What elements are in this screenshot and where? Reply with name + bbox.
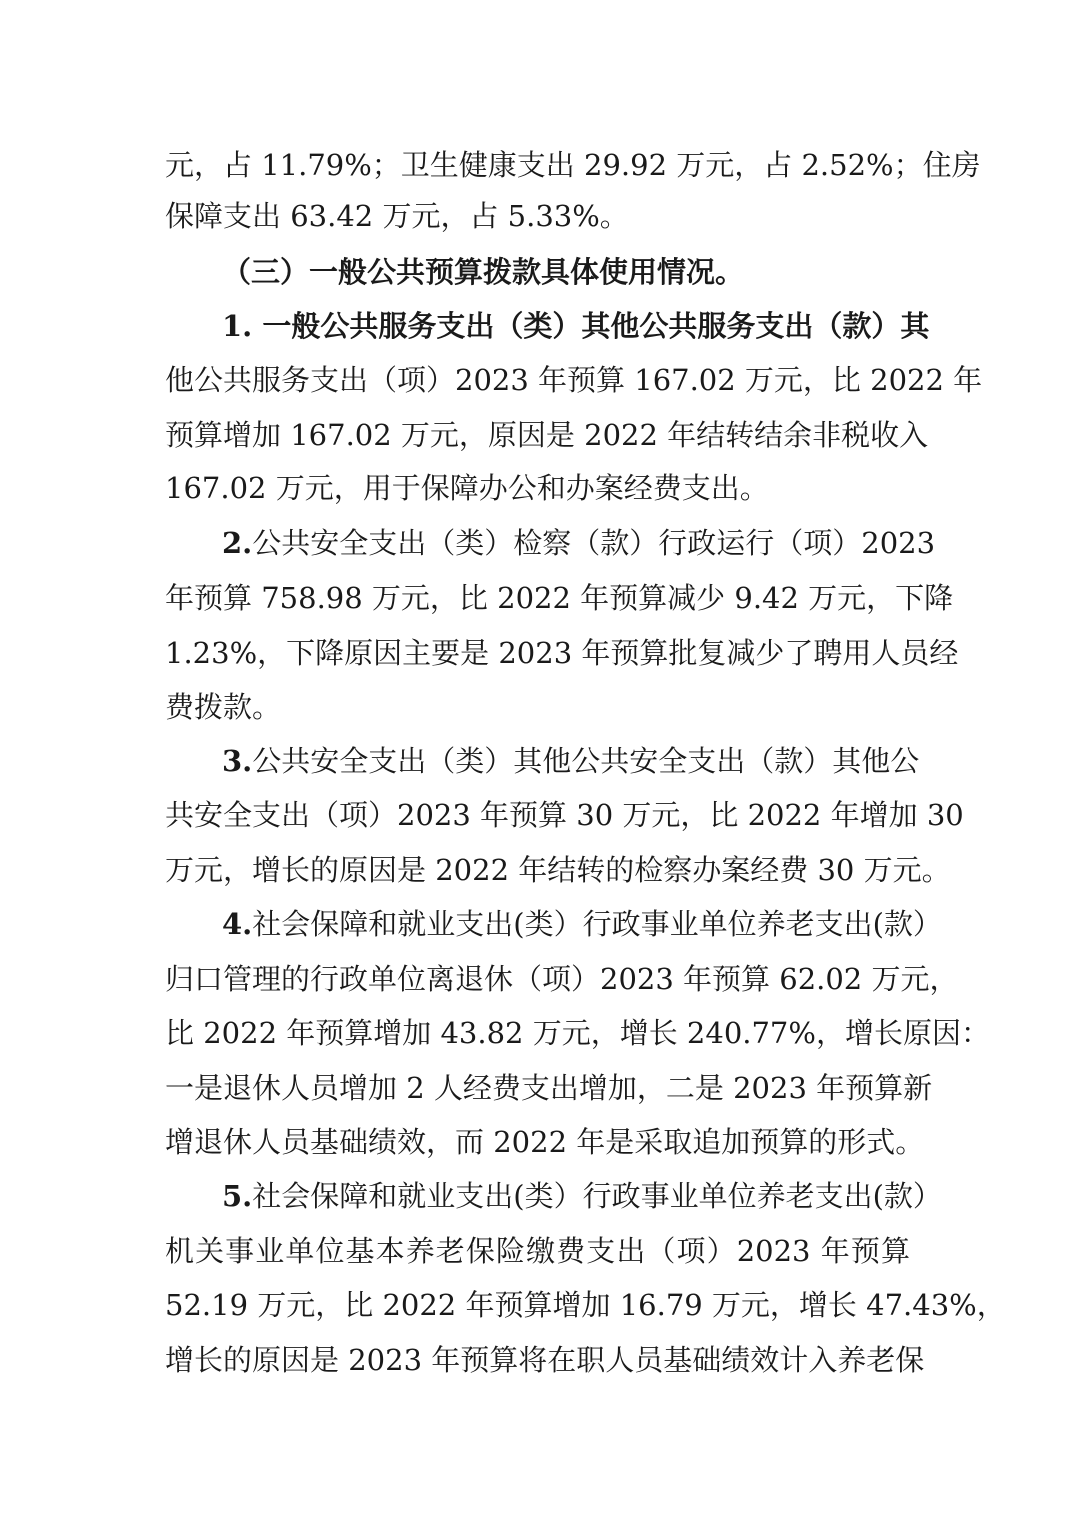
text-line: 52.19 万元，比 2022 年预算增加 16.79 万元，增长 47.43%，: [165, 1288, 1006, 1322]
text-line: 一是退休人员增加 2 人经费支出增加，二是 2023 年预算新: [165, 1071, 933, 1105]
item-text: 公共安全支出（类）检察（款）行政运行（项）2023: [252, 526, 936, 560]
text-line: 比 2022 年预算增加 43.82 万元，增长 240.77%，增长原因：: [165, 1016, 990, 1050]
text-line: 他公共服务支出（项）2023 年预算 167.02 万元，比 2022 年: [165, 363, 983, 397]
text-line: 增退休人员基础绩效，而 2022 年是采取追加预算的形式。: [165, 1125, 925, 1159]
text-line: 167.02 万元，用于保障办公和办案经费支出。: [165, 471, 769, 505]
item-number: 2.: [222, 526, 253, 560]
text-line: 共安全支出（项）2023 年预算 30 万元，比 2022 年增加 30: [165, 798, 964, 832]
item-number: 5.: [222, 1179, 253, 1213]
text-line: 年预算 758.98 万元，比 2022 年预算减少 9.42 万元，下降: [165, 581, 954, 615]
text-line: 1.23%，下降原因主要是 2023 年预算批复减少了聘用人员经: [165, 636, 959, 670]
text-line: 预算增加 167.02 万元，原因是 2022 年结转结余非税收入: [165, 418, 929, 452]
item-text: 社会保障和就业支出(类）行政事业单位养老支出(款）: [252, 1179, 942, 1213]
item-heading: 1. 一般公共服务支出（类）其他公共服务支出（款）其: [222, 309, 930, 343]
item-line: [222, 739, 920, 783]
text-line: 费拨款。: [165, 690, 282, 724]
item-line: [222, 521, 936, 565]
section-heading: （三）一般公共预算拨款具体使用情况。: [222, 255, 745, 289]
item-text: 社会保障和就业支出(类）行政事业单位养老支出(款）: [252, 907, 942, 941]
item-text: 公共安全支出（类）其他公共安全支出（款）其他公: [252, 744, 920, 778]
item-line: [222, 902, 942, 946]
text-line: 归口管理的行政单位离退休（项）2023 年预算 62.02 万元，: [165, 962, 959, 996]
text-line: 增长的原因是 2023 年预算将在职人员基础绩效计入养老保: [165, 1343, 925, 1377]
text-line: 万元，增长的原因是 2022 年结转的检察办案经费 30 万元。: [165, 853, 951, 887]
text-line: 元，占 11.79%；卫生健康支出 29.92 万元，占 2.52%；住房: [165, 148, 981, 182]
text-line: 保障支出 63.42 万元，占 5.33%。: [165, 199, 629, 233]
item-number: 4.: [222, 907, 253, 941]
text-line: 机关事业单位基本养老保险缴费支出（项）2023 年预算: [165, 1234, 910, 1268]
item-number: 3.: [222, 744, 253, 778]
item-line: [222, 1174, 942, 1218]
